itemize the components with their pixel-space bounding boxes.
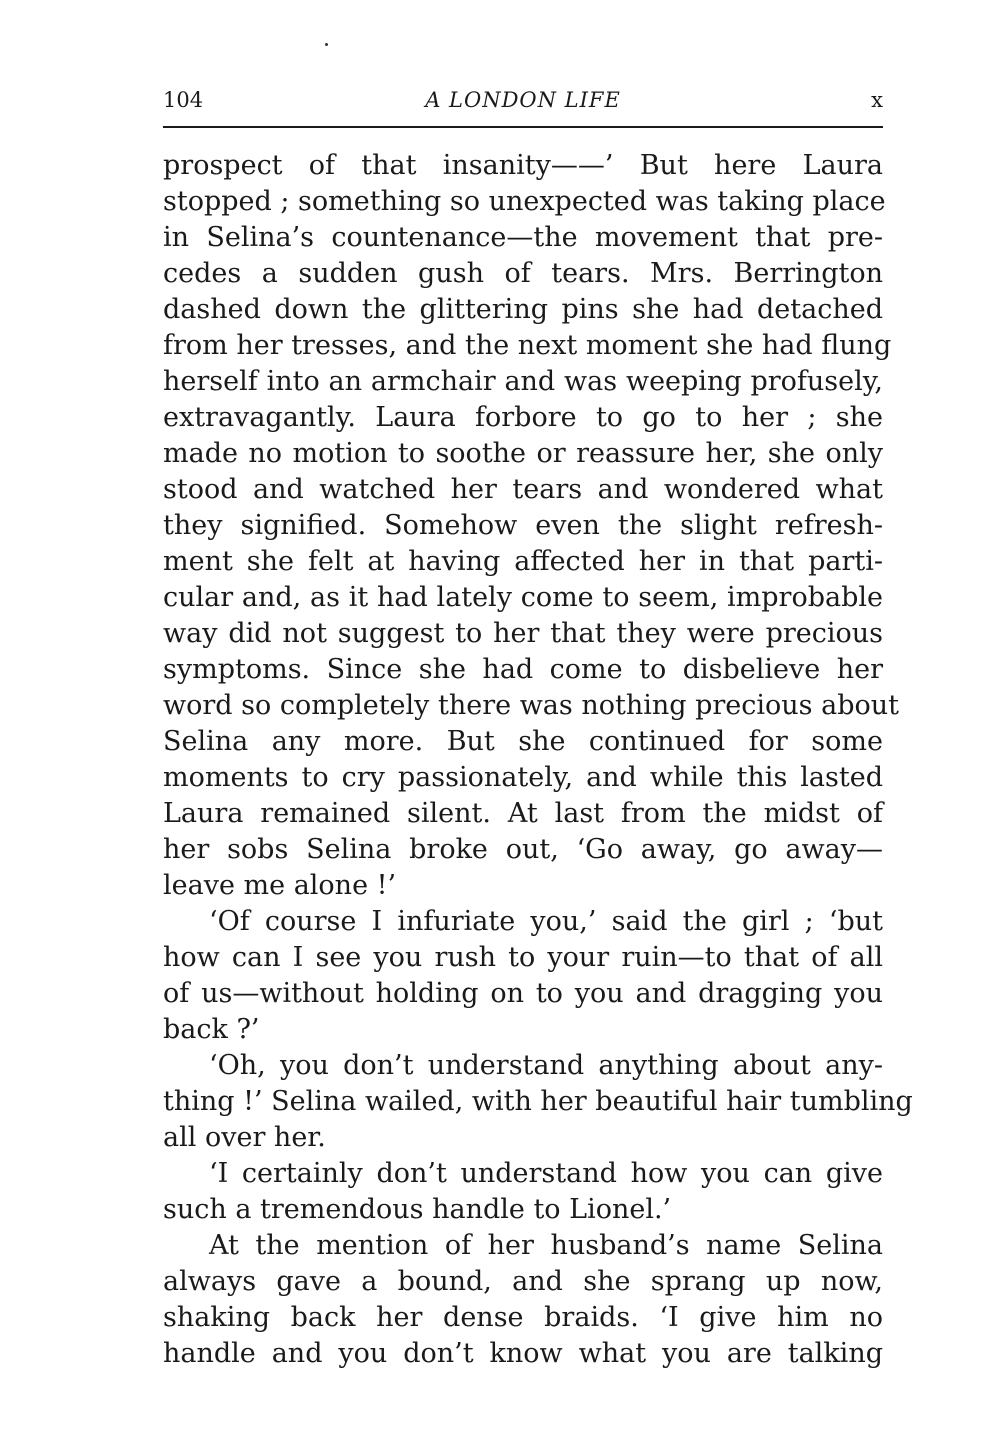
text-line: cedes a sudden gush of tears. Mrs. Berrington — [163, 258, 883, 289]
text-line: cular and, as it had lately come to seem, improbable — [163, 582, 883, 613]
text-line: ‘Oh, you don’t understand anything about any- — [209, 1050, 883, 1081]
text-line: they signified. Somehow even the slight refresh- — [163, 510, 883, 541]
text-line: thing !’ Selina wailed, with her beautiful hair tumbling — [163, 1086, 913, 1117]
text-line: shaking back her dense braids. ‘I give him no — [163, 1302, 883, 1333]
text-line: made no motion to soothe or reassure her, she only — [163, 438, 883, 469]
text-line: moments to cry passionately, and while this lasted — [163, 762, 883, 793]
text-line: symptoms. Since she had come to disbelieve her — [163, 654, 883, 685]
text-line: stopped ; something so unexpected was taking place — [163, 186, 886, 217]
text-line: dashed down the glittering pins she had detached — [163, 294, 883, 325]
text-line: leave me alone !’ — [163, 870, 397, 901]
text-line: word so completely there was nothing precious about — [163, 690, 900, 721]
text-line: back ?’ — [163, 1014, 260, 1045]
text-line: Selina any more. But she continued for some — [163, 726, 883, 757]
running-title: A LONDON LIFE — [425, 88, 621, 112]
text-line: all over her. — [163, 1122, 326, 1153]
text-line: herself into an armchair and was weeping profusely, — [163, 366, 883, 397]
ink-speck — [325, 43, 328, 46]
text-line: handle and you don’t know what you are talking — [163, 1338, 883, 1369]
page-header — [163, 84, 883, 118]
text-line: ment she felt at having affected her in that parti- — [163, 546, 883, 577]
text-line: always gave a bound, and she sprang up now, — [163, 1266, 883, 1297]
text-line: extravagantly. Laura forbore to go to her ; she — [163, 402, 883, 433]
text-line: of us—without holding on to you and dragging you — [163, 978, 883, 1009]
text-line: ‘I certainly don’t understand how you can give — [209, 1158, 883, 1189]
page-number: 104 — [163, 88, 204, 112]
text-line: Laura remained silent. At last from the midst of — [163, 798, 883, 829]
body-text — [163, 148, 913, 1372]
text-line: At the mention of her husband’s name Selina — [209, 1230, 883, 1261]
text-line: ‘Of course I infuriate you,’ said the girl ; ‘but — [209, 906, 883, 937]
text-line: stood and watched her tears and wondered what — [163, 474, 883, 505]
text-line: prospect of that insanity——’ But here Laura — [163, 150, 883, 181]
chapter-mark: x — [871, 88, 883, 112]
text-line: her sobs Selina broke out, ‘Go away, go away— — [163, 834, 883, 865]
header-rule — [163, 126, 883, 128]
text-line: way did not suggest to her that they were precious — [163, 618, 883, 649]
text-line: in Selina’s countenance—the movement that pre- — [163, 222, 883, 253]
text-line: how can I see you rush to your ruin—to that of all — [163, 942, 883, 973]
text-line: from her tresses, and the next moment she had flung — [163, 330, 892, 361]
text-line: such a tremendous handle to Lionel.’ — [163, 1194, 672, 1225]
